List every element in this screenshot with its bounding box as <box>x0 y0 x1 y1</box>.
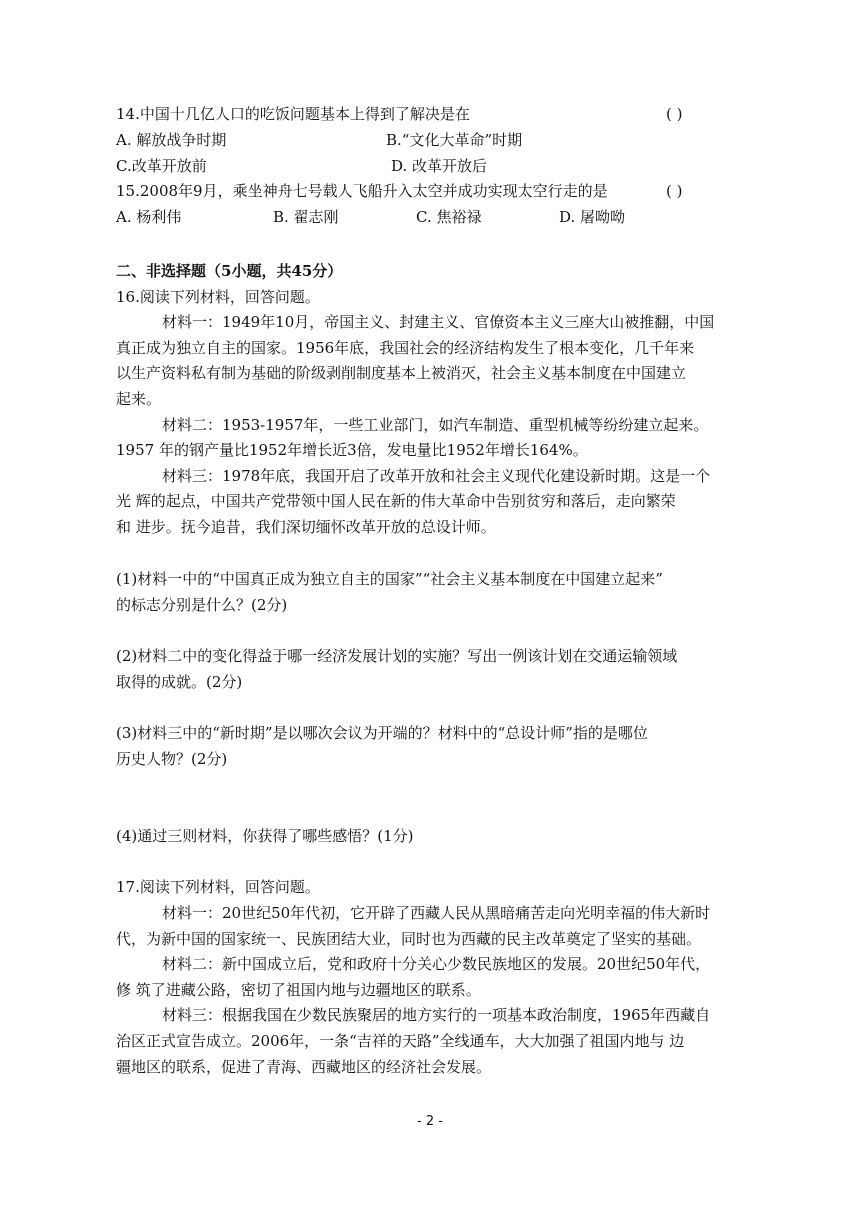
q15-stem-line <box>116 180 683 202</box>
q17-material3-line: 材料三：根据我国在少数民族聚居的地方实行的一项基本政治制度，1965年西藏自 <box>162 1006 711 1024</box>
q17-material1-line: 代，为新中国的国家统一、民族团结大业，同时也为西藏的民主改革奠定了坚实的基础。 <box>116 930 702 948</box>
q16-subquestion-3: (3)材料三中的“新时期”是以哪次会议为开端的？材料中的“总设计师”指的是哪位 <box>116 724 648 742</box>
q16-subquestion-1: (1)材料一中的“中国真正成为独立自主的国家”“社会主义基本制度在中国建立起来” <box>116 570 663 588</box>
q16-subquestion-4: (4)通过三则材料，你获得了哪些感悟？(1分) <box>116 827 414 845</box>
q16-material3-line: 和 进步。抚今追昔，我们深切缅怀改革开放的总设计师。 <box>116 518 496 536</box>
section-title: 二、非选择题（5小题，共45分） <box>116 262 343 280</box>
q16-subquestion-2: (2)材料二中的变化得益于哪一经济发展计划的实施？写出一例该计划在交通运输领域 <box>116 647 678 665</box>
q17-material2-line: 修 筑了进藏公路，密切了祖国内地与边疆地区的联系。 <box>116 981 481 999</box>
q14-answer-paren: ( ) <box>666 105 683 123</box>
q16-material2-line: 材料二：1953-1957年，一些工业部门，如汽车制造、重型机械等纷纷建立起来。 <box>162 416 709 434</box>
q15-answer-paren: ( ) <box>666 182 683 200</box>
q16-subquestion-1: 的标志分别是什么？(2分) <box>116 596 288 614</box>
q17-material3-line: 疆地区的联系，促进了青海、西藏地区的经济社会发展。 <box>116 1058 492 1076</box>
q14-option-d: D. 改革开放后 <box>391 157 488 175</box>
q15-option-d: D. 屠呦呦 <box>559 208 626 226</box>
q17-material1-line: 材料一：20世纪50年代初，它开辟了西藏人民从黑暗痛苦走向光明幸福的伟大新时 <box>162 904 711 922</box>
q16-material1-line: 材料一：1949年10月，帝国主义、封建主义、官僚资本主义三座大山被推翻，中国 <box>162 313 715 331</box>
q16-material2-line: 1957 年的钢产量比1952年增长近3倍，发电量比1952年增长164%。 <box>116 441 588 459</box>
q14-option-c: C.改革开放前 <box>116 157 207 175</box>
q14-option-a: A. 解放战争时期 <box>116 131 227 149</box>
q16-intro: 16.阅读下列材料，回答问题。 <box>116 288 320 306</box>
q15-option-c: C. 焦裕禄 <box>416 208 482 226</box>
q16-subquestion-2: 取得的成就。(2分) <box>116 673 243 691</box>
q16-subquestion-3: 历史人物？(2分) <box>116 750 228 768</box>
q15-option-a: A. 杨利伟 <box>116 208 182 226</box>
q14-stem-line <box>116 103 683 125</box>
q17-intro: 17.阅读下列材料，回答问题。 <box>116 878 320 896</box>
q14-stem: 14.中国十几亿人口的吃饭问题基本上得到了解决是在 <box>116 105 470 123</box>
q17-material2-line: 材料二：新中国成立后，党和政府十分关心少数民族地区的发展。20世纪50年代， <box>162 955 711 973</box>
q16-material1-line: 以生产资料私有制为基础的阶级剥削制度基本上被消灭，社会主义基本制度在中国建立 <box>116 364 687 382</box>
q17-material3-line: 治区正式宣告成立。2006年，一条“吉祥的天路”全线通车，大大加强了祖国内地与 边 <box>116 1032 685 1050</box>
q16-material3-line: 材料三：1978年底，我国开启了改革开放和社会主义现代化建设新时期。这是一个 <box>162 467 711 485</box>
q15-stem: 15.2008年9月，乘坐神舟七号载人飞船升入太空并成功实现太空行走的是 <box>116 182 608 200</box>
q15-option-b: B. 翟志刚 <box>273 208 339 226</box>
q14-option-b: B.“文化大革命”时期 <box>386 131 523 149</box>
q16-material1-line: 起来。 <box>116 390 162 408</box>
q16-material1-line: 真正成为独立自主的国家。1956年底，我国社会的经济结构发生了根本变化，几千年来 <box>116 339 695 357</box>
page-number: - 2 - <box>417 1114 443 1129</box>
q16-material3-line: 光 辉的起点，中国共产党带领中国人民在新的伟大革命中告别贫穷和落后，走向繁荣 <box>116 492 676 510</box>
